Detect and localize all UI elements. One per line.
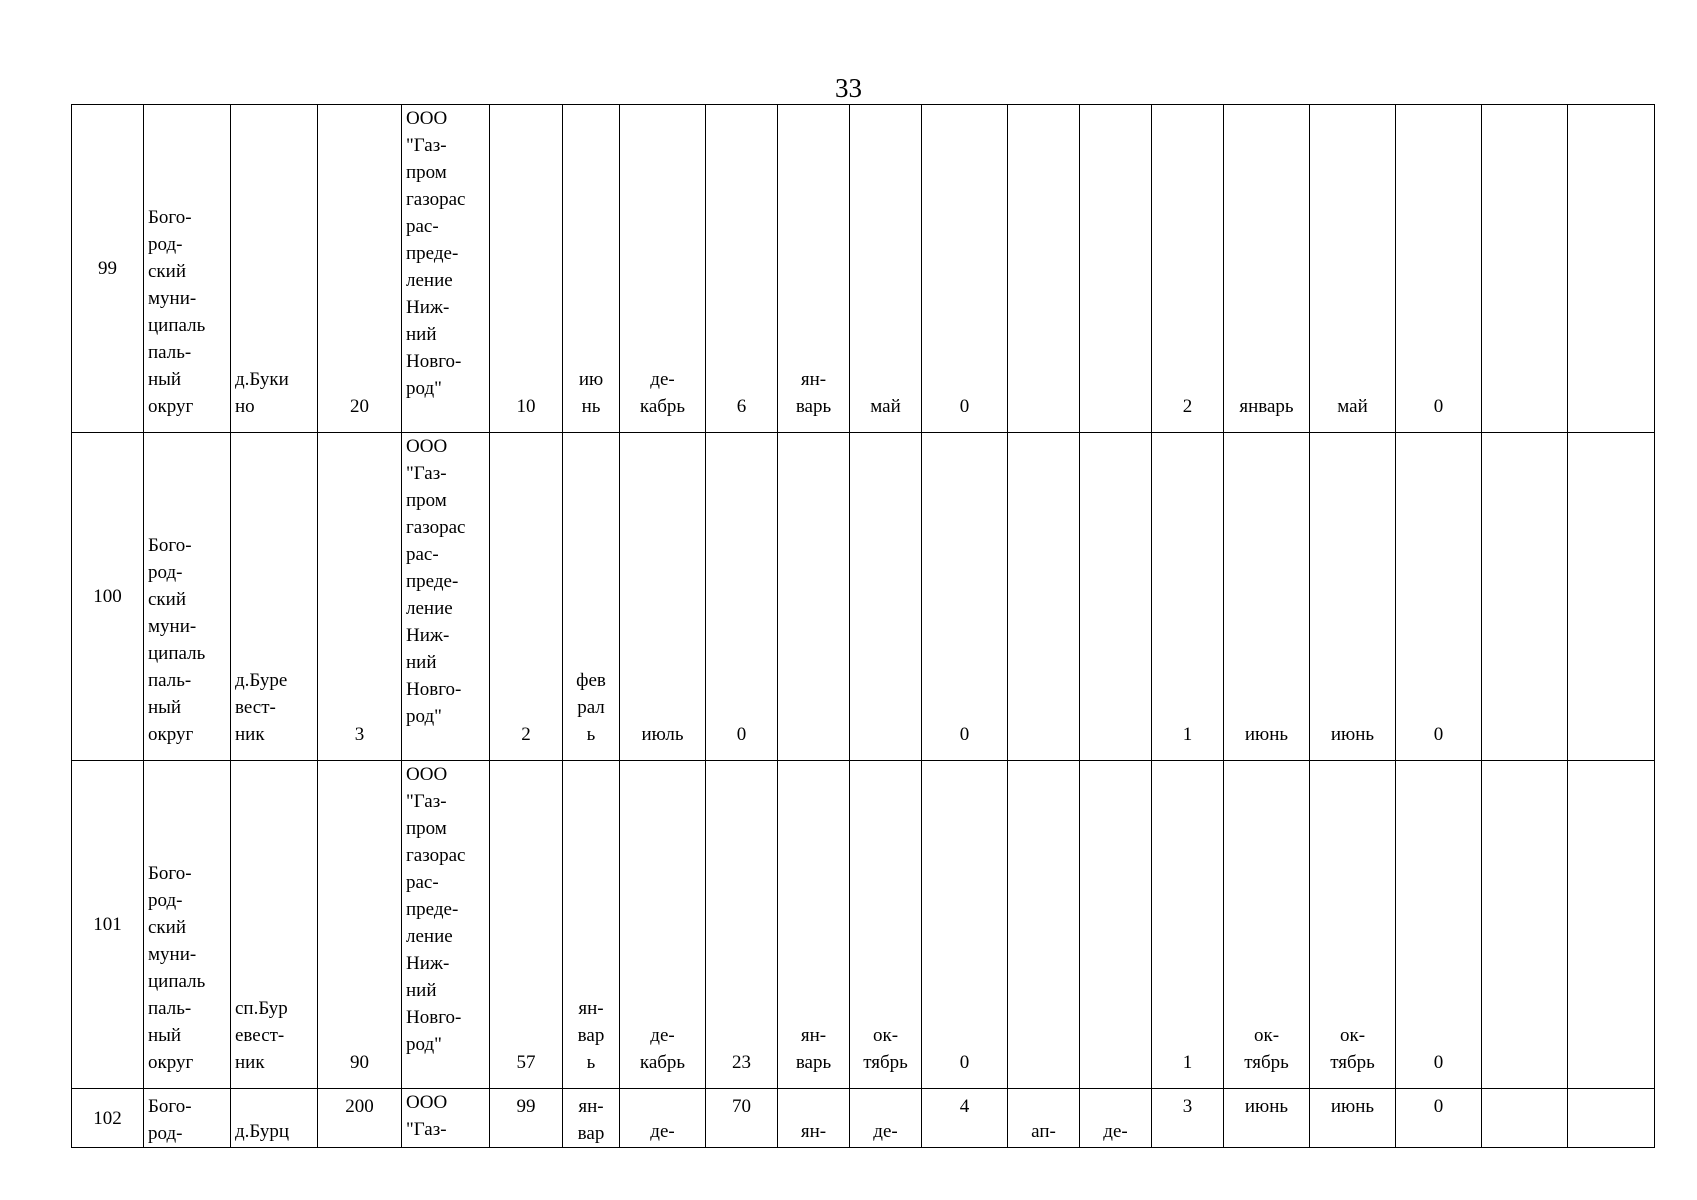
- table-cell: [1008, 761, 1080, 1089]
- table-cell: 2: [1152, 105, 1224, 433]
- table-cell: 23: [706, 761, 778, 1089]
- table-cell: май: [1310, 105, 1396, 433]
- table-cell: июль: [620, 433, 706, 761]
- table-cell: 1: [1152, 761, 1224, 1089]
- table-cell: Бого- род- ский муни- ципаль паль- ный округ: [144, 761, 231, 1089]
- table-cell: [1482, 1089, 1568, 1148]
- table-cell: ООО "Газ- пром газорас рас- преде- ление Ниж- ний Новго- род": [402, 761, 490, 1089]
- table-cell: [850, 433, 922, 761]
- table-cell: Бого- род- ский муни- ципаль паль- ный округ: [144, 105, 231, 433]
- table-cell: ок- тябрь: [1224, 761, 1310, 1089]
- table-cell: июнь: [1224, 433, 1310, 761]
- table-cell: 70: [706, 1089, 778, 1148]
- table-cell: ООО "Газ- пром газорас рас- преде- ление Ниж- ний Новго- род": [402, 105, 490, 433]
- table-cell: ян- варь: [778, 105, 850, 433]
- table-cell: ок- тябрь: [850, 761, 922, 1089]
- table-row: [72, 105, 1655, 433]
- table-cell: 1: [1152, 433, 1224, 761]
- row-number-cell: 102: [72, 1089, 144, 1148]
- table-cell: [1080, 105, 1152, 433]
- table-cell: [1008, 105, 1080, 433]
- table-cell: д.Буки но: [231, 105, 318, 433]
- table-cell: [1482, 433, 1568, 761]
- table-cell: ап-: [1008, 1089, 1080, 1148]
- table-row: [72, 761, 1655, 1089]
- table-cell: Бого- род-: [144, 1089, 231, 1148]
- table-cell: 0: [922, 761, 1008, 1089]
- table-cell: 0: [922, 105, 1008, 433]
- table-cell: [1568, 105, 1655, 433]
- row-number-cell: 100: [72, 433, 144, 761]
- table-cell: де- кабрь: [620, 761, 706, 1089]
- table-cell: ООО "Газ- пром газорас рас- преде- ление Ниж- ний Новго- род": [402, 433, 490, 761]
- table-cell: [1568, 761, 1655, 1089]
- table-cell: январь: [1224, 105, 1310, 433]
- table-cell: ян-: [778, 1089, 850, 1148]
- table-cell: 0: [922, 433, 1008, 761]
- table-cell: 0: [1396, 1089, 1482, 1148]
- table-cell: 10: [490, 105, 563, 433]
- table-cell: 57: [490, 761, 563, 1089]
- table-cell: [778, 433, 850, 761]
- table-cell: фев рал ь: [563, 433, 620, 761]
- table-row: [72, 1089, 1655, 1148]
- table-cell: д.Буре вест- ник: [231, 433, 318, 761]
- table-cell: июнь: [1310, 1089, 1396, 1148]
- table-cell: 0: [1396, 105, 1482, 433]
- table-cell: Бого- род- ский муни- ципаль паль- ный округ: [144, 433, 231, 761]
- table-row: [72, 433, 1655, 761]
- page-number: 33: [835, 73, 862, 103]
- data-table: [71, 104, 1655, 1148]
- table-cell: 0: [1396, 761, 1482, 1089]
- table-cell: 20: [318, 105, 402, 433]
- table-cell: сп.Бур евест- ник: [231, 761, 318, 1089]
- table-cell: май: [850, 105, 922, 433]
- table-cell: 0: [1396, 433, 1482, 761]
- table-body: [72, 105, 1655, 1148]
- table-cell: д.Бурц: [231, 1089, 318, 1148]
- table-cell: июнь: [1224, 1089, 1310, 1148]
- table-cell: [1568, 433, 1655, 761]
- table-cell: [1080, 761, 1152, 1089]
- table-cell: 200: [318, 1089, 402, 1148]
- table-cell: ООО "Газ-: [402, 1089, 490, 1148]
- table-cell: ию нь: [563, 105, 620, 433]
- table-cell: ок- тябрь: [1310, 761, 1396, 1089]
- table-cell: [1482, 761, 1568, 1089]
- table-cell: ян- вар ь: [563, 761, 620, 1089]
- table-cell: 3: [1152, 1089, 1224, 1148]
- table-cell: 6: [706, 105, 778, 433]
- table-cell: 99: [490, 1089, 563, 1148]
- table-cell: 0: [706, 433, 778, 761]
- table-cell: де-: [1080, 1089, 1152, 1148]
- table-cell: де-: [850, 1089, 922, 1148]
- table-cell: [1568, 1089, 1655, 1148]
- table-cell: 4: [922, 1089, 1008, 1148]
- table-cell: 3: [318, 433, 402, 761]
- table-cell: де- кабрь: [620, 105, 706, 433]
- table-cell: [1008, 433, 1080, 761]
- table-cell: [1080, 433, 1152, 761]
- table-cell: ян- вар: [563, 1089, 620, 1148]
- table-cell: [1482, 105, 1568, 433]
- table-cell: июнь: [1310, 433, 1396, 761]
- row-number-cell: 99: [72, 105, 144, 433]
- table-cell: ян- варь: [778, 761, 850, 1089]
- table-cell: 90: [318, 761, 402, 1089]
- table-cell: 2: [490, 433, 563, 761]
- table-cell: де-: [620, 1089, 706, 1148]
- row-number-cell: 101: [72, 761, 144, 1089]
